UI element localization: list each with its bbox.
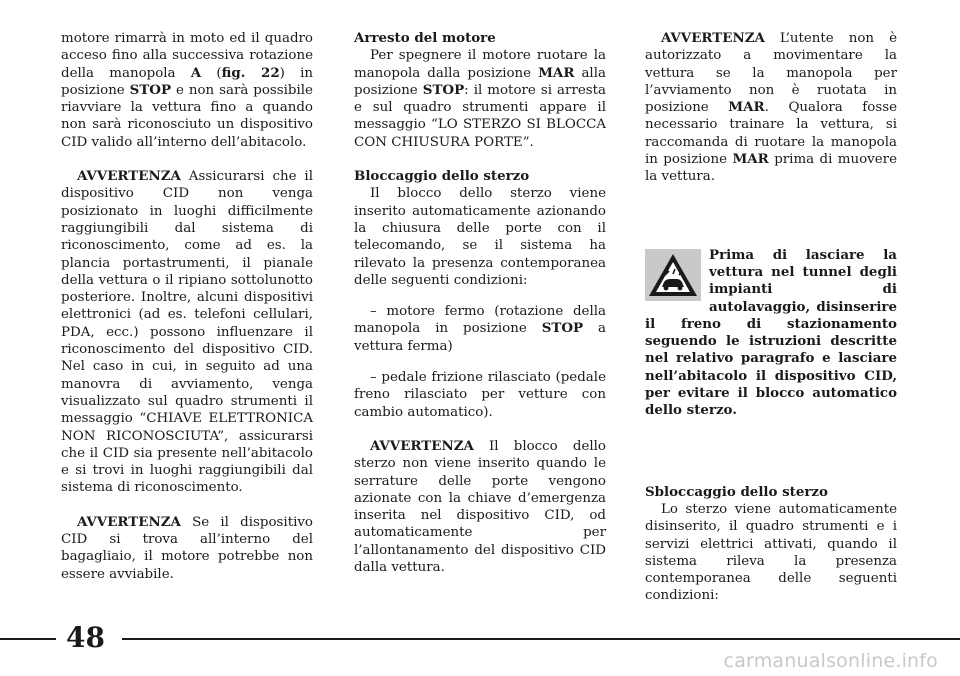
warning-triangle-car-icon — [645, 249, 701, 301]
text-run: ) in posizione — [61, 65, 313, 98]
text-run: alla posizione — [354, 65, 606, 98]
text-run: L’utente non è autorizzato a movimentare la vettura se la manopola per l’avviamento non è ruotata in posizione — [645, 31, 897, 116]
text-run: a vettura ferma) — [354, 321, 606, 354]
heading-engine-stop: Arresto del motore — [354, 30, 496, 46]
heading-steering-unlock: Sbloccaggio dello sterzo — [645, 483, 828, 500]
bold-run: A — [190, 64, 202, 81]
text-run: Per spegnere il motore ruotare la manopola dalla posizione — [354, 48, 606, 81]
paragraph-cid-trunk-warning — [61, 514, 313, 583]
bold-run: AVVERTENZA — [370, 437, 474, 454]
column-middle — [354, 30, 606, 576]
text-run: : il motore si arresta e sul quadro strumenti appare il messaggio “LO STERZO SI BLOCCA CON CHIUSURA PORTE”. — [354, 82, 607, 150]
bold-run: STOP — [129, 81, 172, 98]
bold-run: STOP — [541, 320, 584, 337]
text-run: . Qualora fosse necessario trainare la vettura, si raccomanda di ruotare la manopola in posizione — [645, 100, 897, 168]
list-item-engine-off — [354, 303, 606, 355]
column-right — [645, 30, 897, 605]
heading-steering-lock: Bloccaggio dello sterzo — [354, 168, 530, 185]
text-run: Lo sterzo viene automaticamente disinserito, il quadro strumenti e i servizi elettrici attivati, quando il sistema rileva la presenza contemporanea delle seguenti condizioni: — [645, 501, 897, 604]
footer-rule-left — [0, 638, 56, 640]
bold-run: MAR — [732, 151, 769, 168]
text-run: e non sarà possibile riavviare la vettura fino a quando non sarà riconosciuto un dispositivo CID valido all’interno dell’abitacolo. — [61, 82, 313, 150]
bold-run: fig. 22 — [221, 64, 280, 81]
text-run: ( — [201, 65, 222, 81]
bold-run: AVVERTENZA — [77, 513, 181, 530]
paragraph-cid-warning — [61, 168, 313, 497]
car-wash-warning-box — [645, 247, 897, 420]
paragraph-towing-warning — [645, 30, 897, 186]
text-run: – motore fermo (rotazione della manopola in posizione — [354, 304, 606, 337]
list-item-clutch-released — [354, 369, 606, 421]
page-number: 48 — [66, 621, 105, 654]
text-run: motore rimarrà in moto ed il quadro acceso fino alla successiva rotazione della manopola — [61, 31, 313, 81]
paragraph-engine-running — [61, 30, 313, 151]
bold-run: STOP — [422, 81, 465, 98]
text-run: Il blocco dello sterzo non viene inserito quando le serrature delle porte vengono azionate con la chiave d’emergenza inserita nel dispositivo CID, od automaticamente per l’allontanamento del dispositivo CID dalla vettura. — [354, 438, 606, 576]
text-run: Assicurarsi che il dispositivo CID non venga posizionato in luoghi difficilmente raggiungibili dal sistema di riconoscimento, come ad es. la plancia portastrumenti, il pianale della vettura o il ripiano sottolunotto posteriore. Inoltre, alcuni dispositivi elettronici (ad es. telefoni cellulari, PDA, ecc.) possono influenzare il riconoscimento del dispositivo CID. Nel caso in cui, in seguito ad una manovra di avviamento, venga visualizzato sul quadro strumenti il messaggio “CHIAVE ELETTRONICA NON RICONOSCIUTA”, assicurarsi che il CID sia presente nell’abitacolo e si trovi in luoghi raggiungibili dal sistema di riconoscimento. — [61, 169, 313, 496]
car-wash-warning-text: Prima di lasciare la vettura nel tunnel degli impianti di autolavaggio, disinserire il freno di stazionamento seguendo le istruzioni descritte nel relativo paragrafo e lasciare nell’abitacolo il dispositivo CID, per evitare il blocco automatico dello sterzo. — [645, 246, 897, 419]
watermark: carmanualsonline.info — [723, 650, 938, 672]
text-run: prima di muovere la vettura. — [645, 152, 897, 185]
paragraph-engine-stop — [354, 47, 606, 151]
paragraph-steering-unlock — [645, 501, 897, 605]
paragraph-steering-lock — [354, 185, 606, 289]
footer-rule-right — [122, 638, 960, 640]
text-run: Il blocco dello sterzo viene inserito automaticamente azionando la chiusura delle porte con il telecomando, se il sistema ha rilevato la presenza contemporanea delle seguenti condizioni: — [354, 186, 606, 288]
bold-run: AVVERTENZA — [661, 30, 765, 46]
bold-run: MAR — [728, 99, 765, 116]
paragraph-steering-lock-warning — [354, 438, 606, 576]
bold-run: MAR — [538, 64, 575, 81]
text-run: – pedale frizione rilasciato (pedale freno rilasciato per vetture con cambio automatico). — [354, 370, 606, 420]
bold-run: AVVERTENZA — [77, 168, 181, 185]
text-run: Se il dispositivo CID si trova all’interno del bagagliaio, il motore potrebbe non essere avviabile. — [61, 514, 313, 582]
column-left — [61, 30, 313, 583]
